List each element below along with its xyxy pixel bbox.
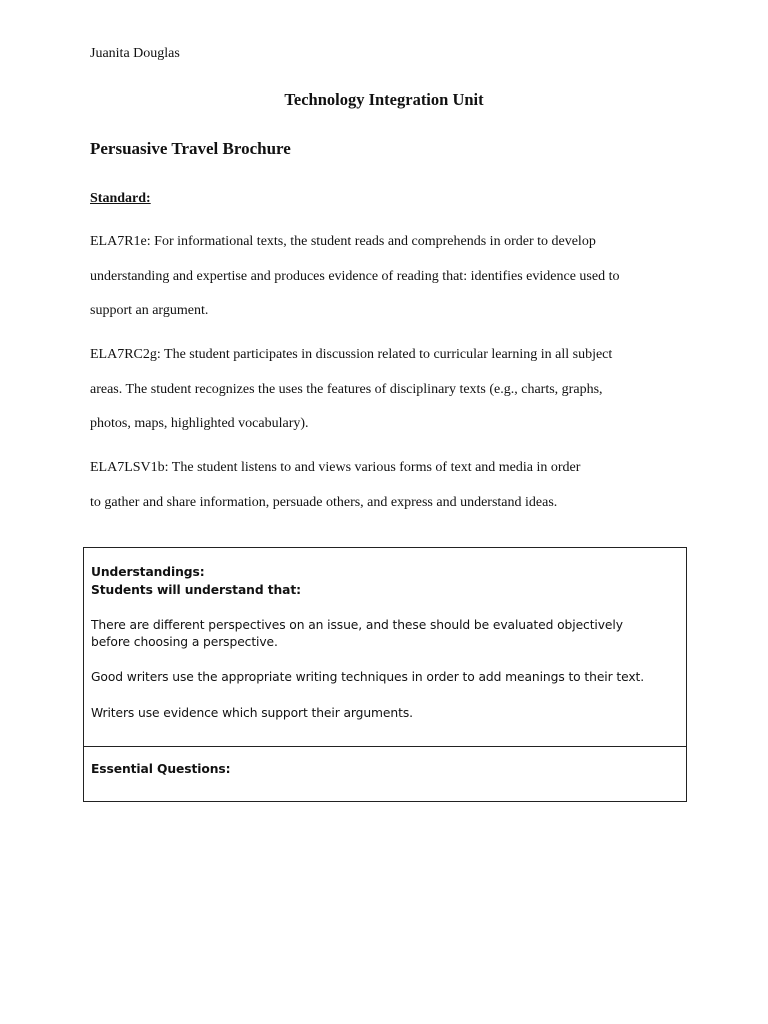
essential-questions-heading: Essential Questions: [91, 762, 231, 776]
author-name: Juanita Douglas [90, 46, 180, 61]
standard-2-line-1: ELA7RC2g: The student participates in discussion related to curricular learning in all subject [90, 347, 613, 362]
standard-1-line-3: support an argument. [90, 303, 209, 318]
understanding-1-line-1: There are different perspectives on an issue, and these should be evaluated objectively [91, 618, 623, 632]
standard-2-line-2: areas. The student recognizes the uses the features of disciplinary texts (e.g., charts, graphs, [90, 382, 603, 397]
standard-3-line-2: to gather and share information, persuade others, and express and understand ideas. [90, 495, 558, 510]
document-subtitle: Persuasive Travel Brochure [90, 139, 291, 158]
standard-2-line-3: photos, maps, highlighted vocabulary). [90, 416, 309, 431]
standard-label: Standard: [90, 191, 151, 206]
understanding-2-line-1: Good writers use the appropriate writing techniques in order to add meanings to their text. [91, 670, 645, 684]
understandings-subheading: Students will understand that: [91, 583, 301, 597]
understanding-3-line-1: Writers use evidence which support their arguments. [91, 706, 413, 720]
understandings-table [83, 547, 687, 802]
unit-title: Technology Integration Unit [284, 90, 484, 109]
understandings-heading: Understandings: [91, 565, 205, 579]
standard-1-line-2: understanding and expertise and produces evidence of reading that: identifies evidence used to [90, 269, 620, 284]
understanding-1-line-2: before choosing a perspective. [91, 635, 278, 649]
standard-1-line-1: ELA7R1e: For informational texts, the student reads and comprehends in order to develop [90, 234, 596, 249]
understandings-cell [84, 548, 686, 747]
standard-3-line-1: ELA7LSV1b: The student listens to and views various forms of text and media in order [90, 460, 581, 475]
essential-questions-cell [84, 747, 686, 803]
